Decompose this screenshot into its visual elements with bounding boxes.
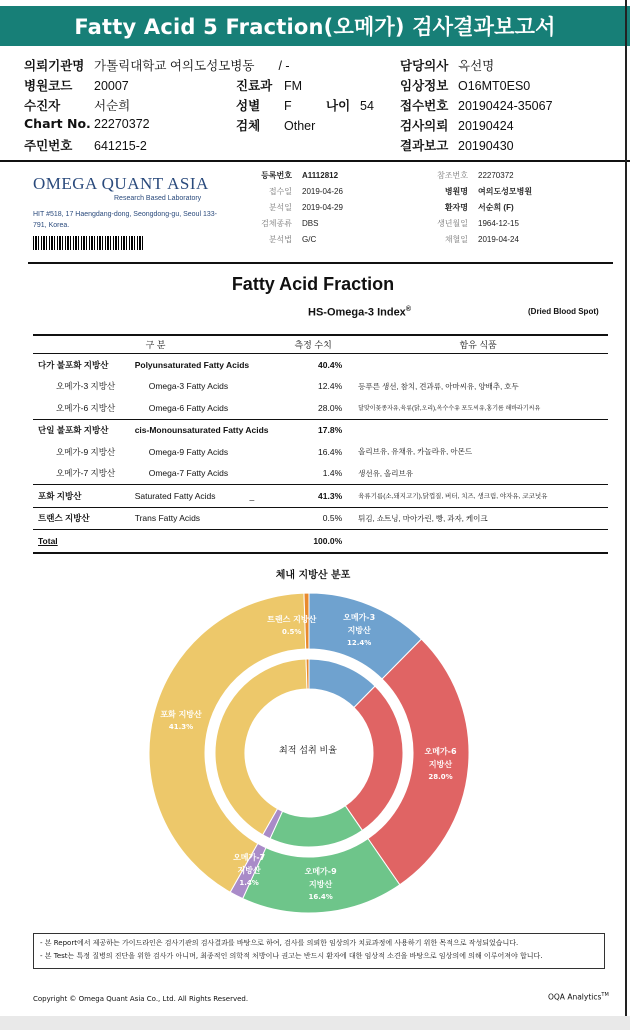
table-row: 다가 불포화 지방산 Polyunsaturated Fatty Acids 40.4% (38, 359, 343, 370)
donut-label: 트랜스 지방산 0.5% (267, 615, 317, 637)
meta-row (240, 186, 343, 197)
meta-row (240, 202, 343, 213)
meta-value: 여의도성모병원 (478, 187, 533, 196)
dept-field: 진료과 FM (236, 78, 303, 93)
meta-row (418, 170, 514, 181)
patient-info (0, 52, 630, 162)
lab-report (28, 166, 613, 1016)
table-row: 오메가-9 지방산 Omega-9 Fatty Acids 16.4% 올리브유, 유채유, 카놀라유, 아몬드 (56, 446, 473, 457)
sex-field: 성별 F (236, 98, 292, 113)
meta-row (418, 202, 514, 213)
donut-label: 오메가-6 지방산 28.0% (424, 747, 457, 782)
meta-label: 채혈일 (444, 235, 468, 244)
report-date-field: 결과보고 20190430 (400, 138, 514, 153)
meta-value: 2019-04-26 (302, 187, 343, 196)
meta-label: 분석일 (268, 203, 292, 212)
donut-label: 오메가-9 지방산 16.4% (304, 866, 337, 901)
report-divider (28, 262, 613, 264)
report-title: Fatty Acid Fraction (231, 274, 395, 294)
report-subtitle: HS-Omega-3 Index® (308, 306, 411, 319)
header-divider (0, 160, 630, 162)
meta-row (418, 186, 532, 197)
meta-row (418, 218, 519, 229)
table-row-total: Total 100.0% (33, 530, 608, 553)
analytics-brand: OQA Analytics™ (548, 992, 609, 1002)
inner-slice-2 (270, 806, 362, 847)
table-row: 오메가-6 지방산 Omega-6 Fatty Acids 28.0% 달맞이꽃종자유,육류(닭,오리),옥수수유 포도씨유,홍기름 해바라기씨유 (56, 402, 541, 413)
fraction-table (33, 334, 608, 554)
specimen-field: 검체 Other (236, 118, 316, 133)
table-row: 오메가-7 지방산 Omega-7 Fatty Acids 1.4% 생선유, 올리브유 (56, 468, 414, 479)
inner-slice-1 (345, 686, 403, 830)
meta-row (240, 218, 318, 229)
meta-label: 분석법 (268, 235, 292, 244)
donut-center-label: 최적 섭취 비율 (279, 746, 337, 756)
meta-row (418, 234, 519, 245)
receipt-field: 접수번호 20190424-35067 (400, 98, 553, 113)
report-notes (33, 933, 605, 969)
table-row: 포화 지방산 Saturated Fatty Acids _ 41.3% 육류기름(소,돼지고기),닭껍질, 버터, 치즈, 생크림, 야자유, 코코넛유 (33, 485, 608, 508)
table-header (33, 335, 608, 354)
meta-label: 병원명 (444, 187, 468, 196)
note-line: - 본 Report에서 제공하는 가이드라인은 검사기관의 검사결과를 바탕으로 하여, 검사를 의뢰한 임상의가 치료과정에 사용하기 위한 목적으로 작성되었습니다. (40, 939, 519, 947)
clinical-field: 임상정보 O16MT0ES0 (400, 78, 531, 93)
meta-value: G/C (302, 235, 317, 244)
copyright: Copyright © Omega Quant Asia Co., Ltd. All Rights Reserved. (33, 995, 249, 1003)
org-field: 의뢰기관명 가톨릭대학교 여의도성모병동 / - (24, 58, 290, 73)
donut-label: 오메가-7 지방산 1.4% (233, 853, 266, 888)
meta-label: 참조번호 (437, 171, 468, 180)
distribution-title: 체내 지방산 분포 (275, 570, 351, 581)
table-row: 오메가-3 지방산 Omega-3 Fatty Acids 12.4% 등푸른 생선, 참치, 견과류, 아마씨유, 양배추, 호두 (56, 381, 519, 392)
meta-row (240, 234, 316, 245)
inner-slice-5 (306, 659, 309, 689)
donut-label: 오메가-3 지방산 12.4% (343, 613, 376, 648)
meta-value: 22270372 (478, 171, 514, 180)
rrn-field: 주민번호 641215-2 (24, 138, 147, 153)
meta-value: 2019-04-29 (302, 203, 343, 212)
donut-label: 포화 지방산 41.3% (160, 710, 202, 732)
report-banner (0, 6, 630, 46)
meta-value: DBS (302, 219, 319, 228)
meta-value: A1112812 (302, 171, 339, 180)
meta-label: 환자명 (444, 203, 468, 212)
name-field: 수진자 서순희 (24, 98, 131, 113)
request-field: 검사의뢰 20190424 (400, 118, 514, 133)
sample-type: (Dried Blood Spot) (528, 307, 599, 316)
page-edge-bottom (0, 1016, 630, 1030)
lab-address: HIT #518, 17 Haengdang-dong, Seongdong-gu, Seoul 133-791, Korea. (33, 211, 217, 229)
table-row: 단일 불포화 지방산 cis-Monounsaturated Fatty Acids 17.8% (33, 419, 608, 441)
banner-title: Fatty Acid 5 Fraction(오메가) 검사결과보고서 (74, 15, 556, 39)
meta-row (240, 170, 338, 181)
lab-logo-subtitle: Research Based Laboratory (114, 195, 202, 202)
doctor-field: 담당의사 옥선명 (400, 58, 495, 73)
chart-no-field: Chart No. 22270372 (24, 116, 150, 131)
meta-value: 1964-12-15 (478, 219, 519, 228)
note-line: - 본 Test는 특정 질병의 진단을 위한 검사가 아니며, 최종적인 의학적 처방이나 권고는 반드시 환자에 대한 임상적 소견을 바탕으로 임상의에 의해 이루어져야 합니다. (40, 952, 543, 960)
header-category: 구 분 (33, 335, 278, 354)
table-row: 트랜스 지방산 Trans Fatty Acids 0.5% 튀김, 쇼트닝, 마아가린, 빵, 과자, 케이크 (33, 507, 608, 530)
meta-label: 접수일 (268, 187, 292, 196)
meta-label: 등록번호 (261, 171, 292, 180)
lab-logo: OMEGA QUANT ASIA (33, 174, 209, 193)
meta-label: 검체종류 (261, 219, 292, 228)
barcode-icon (33, 236, 143, 250)
header-foods: 함유 식품 (348, 335, 608, 354)
meta-label: 생년월일 (437, 219, 468, 228)
hospital-code-field: 병원코드 20007 (24, 78, 129, 93)
meta-value: 2019-04-24 (478, 235, 519, 244)
age-field: 나이 54 (326, 98, 374, 113)
page-edge-right (625, 0, 627, 1030)
header-value: 측정 수치 (278, 335, 348, 354)
meta-value: 서순희 (F) (478, 203, 514, 212)
